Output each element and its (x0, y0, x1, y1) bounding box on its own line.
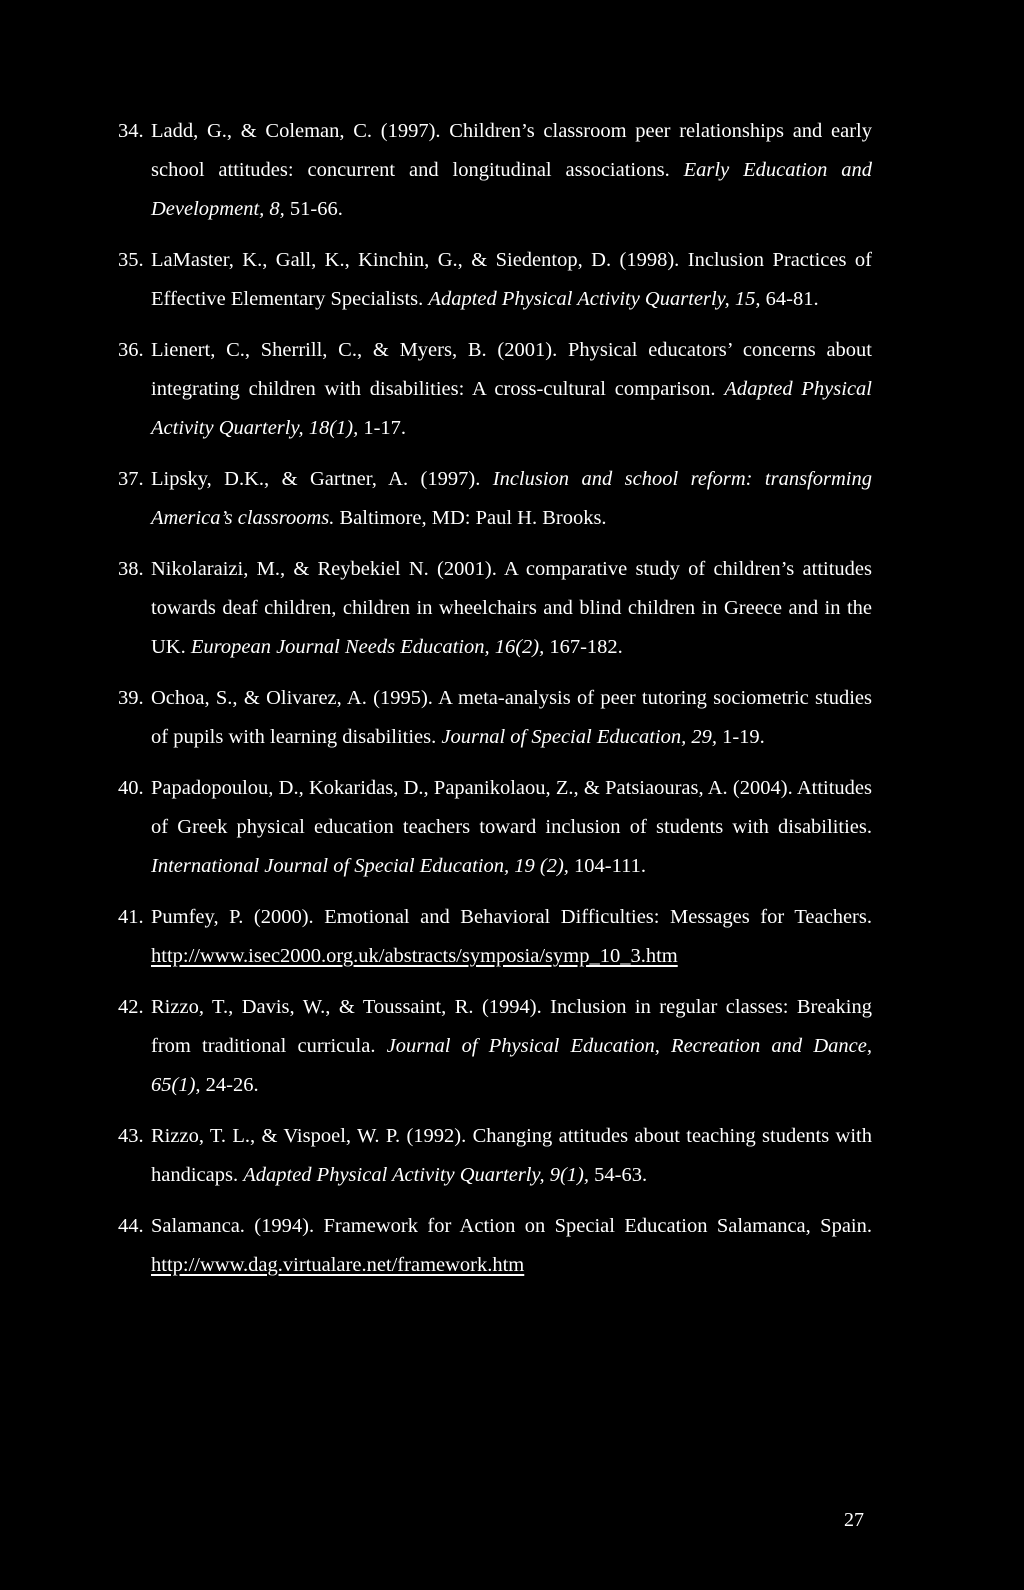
reference-segment: Pumfey, P. (2000). Emotional and Behavioral Difficulties: Messages for Teachers. (151, 906, 872, 928)
reference-segment: 64-81. (760, 288, 819, 310)
reference-entry (118, 769, 872, 886)
reference-number: 36. (118, 339, 144, 361)
reference-number: 42. (118, 996, 144, 1018)
reference-text (151, 1215, 872, 1276)
reference-text (151, 777, 872, 877)
reference-link[interactable]: http://www.dag.virtualare.net/framework.htm (151, 1254, 525, 1276)
reference-entry (118, 331, 872, 448)
reference-entry (118, 550, 872, 667)
reference-source-title: Early Education and Development, 8, (151, 159, 872, 220)
reference-segment: 51-66. (284, 198, 343, 220)
reference-number: 39. (118, 687, 144, 709)
reference-number: 35. (118, 249, 144, 271)
reference-segment: Ladd, G., & Coleman, C. (1997). Children’s classroom peer relationships and early school attitudes: concurrent and longitudinal associations. (151, 120, 872, 181)
reference-segment: 1-17. (358, 417, 407, 439)
reference-entry (118, 679, 872, 757)
reference-text (151, 558, 872, 658)
reference-source-title: Adapted Physical Activity Quarterly, 18(1), (151, 378, 873, 439)
reference-text (151, 339, 872, 439)
reference-source-title: European Journal Needs Education, 16(2), (190, 636, 545, 658)
reference-text (151, 249, 872, 310)
reference-entry (118, 460, 872, 538)
reference-source-title: International Journal of Special Education, 19 (2), (151, 855, 569, 877)
reference-segment: Nikolaraizi, M., & Reybekiel N. (2001). A comparative study of children’s attitudes towards deaf children, children in wheelchairs and blind children in Greece and in the UK. (151, 558, 872, 658)
reference-text (151, 1125, 872, 1186)
page-number: 27 (844, 1509, 864, 1531)
reference-segment: 54-63. (589, 1164, 648, 1186)
reference-segment: Rizzo, T. L., & Vispoel, W. P. (1992). Changing attitudes about teaching students with handicaps. (151, 1125, 872, 1186)
reference-segment: Salamanca. (1994). Framework for Action on Special Education Salamanca, Spain. (151, 1215, 872, 1237)
reference-text (151, 120, 872, 220)
reference-segment: Rizzo, T., Davis, W., & Toussaint, R. (1994). Inclusion in regular classes: Breaking from traditional curricula. (151, 996, 872, 1057)
reference-segment: LaMaster, K., Gall, K., Kinchin, G., & Siedentop, D. (1998). Inclusion Practices of Effective Elementary Specialists. (151, 249, 872, 310)
reference-source-title: Adapted Physical Activity Quarterly, 9(1), (243, 1164, 589, 1186)
reference-text (151, 996, 872, 1096)
reference-source-title: Inclusion and school reform: transforming America’s classrooms. (151, 468, 872, 529)
reference-entry (118, 241, 872, 319)
reference-number: 43. (118, 1125, 144, 1147)
reference-entry (118, 988, 872, 1105)
reference-segment: Ochoa, S., & Olivarez, A. (1995). A meta-analysis of peer tutoring sociometric studies of pupils with learning disabilities. (151, 687, 872, 748)
reference-number: 34. (118, 120, 144, 142)
reference-link[interactable]: http://www.isec2000.org.uk/abstracts/symposia/symp_10_3.htm (151, 945, 678, 967)
reference-number: 44. (118, 1215, 144, 1237)
reference-segment: 24-26. (200, 1074, 259, 1096)
reference-text (151, 687, 872, 748)
reference-segment: Papadopoulou, D., Kokaridas, D., Papanikolaou, Z., & Patsiaouras, A. (2004). Attitudes of Greek physical education teachers toward inclusion of students with disabilities. (151, 777, 872, 838)
reference-entry (118, 1117, 872, 1195)
reference-segment: 167-182. (544, 636, 623, 658)
reference-source-title: Journal of Special Education, 29, (441, 726, 717, 748)
reference-number: 37. (118, 468, 144, 490)
reference-text (151, 906, 872, 967)
reference-number: 41. (118, 906, 144, 928)
reference-segment: Baltimore, MD: Paul H. Brooks. (334, 507, 607, 529)
reference-number: 38. (118, 558, 144, 580)
reference-segment: Lipsky, D.K., & Gartner, A. (1997). (151, 468, 493, 490)
reference-source-title: Adapted Physical Activity Quarterly, 15, (428, 288, 761, 310)
reference-segment: 104-111. (568, 855, 646, 877)
reference-entry (118, 112, 872, 229)
reference-segment: 1-19. (716, 726, 765, 748)
reference-entry (118, 1207, 872, 1285)
reference-number: 40. (118, 777, 144, 799)
reference-source-title: Journal of Physical Education, Recreation and Dance, 65(1), (151, 1035, 872, 1096)
reference-segment: Lienert, C., Sherrill, C., & Myers, B. (2001). Physical educators’ concerns about integrating children with disabilities: A cross-cultural comparison. (151, 339, 872, 400)
reference-text (151, 468, 872, 529)
reference-entry (118, 898, 872, 976)
reference-list (118, 112, 872, 1297)
